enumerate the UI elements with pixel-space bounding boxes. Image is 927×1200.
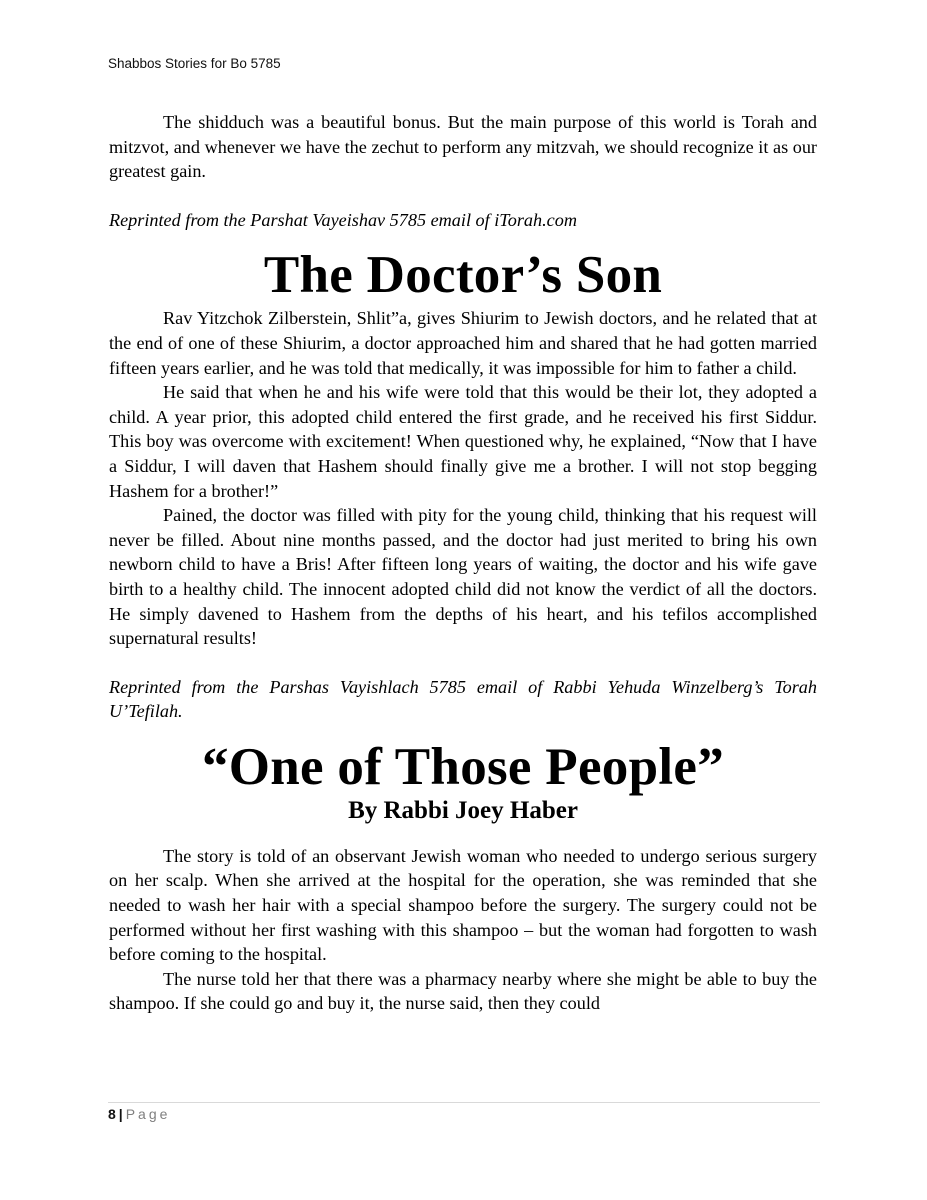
page-label: Page — [125, 1106, 171, 1122]
byline: By Rabbi Joey Haber — [348, 796, 578, 824]
running-header: Shabbos Stories for Bo 5785 — [108, 56, 281, 71]
citation: Reprinted from the Parshas Vayishlach 5785 email of Rabbi Yehuda Winzelberg’s Torah U’Tefilah. — [109, 676, 817, 722]
body-paragraph: The nurse told her that there was a pharmacy nearby where she might be able to buy the shampoo. If she could go and buy it, the nurse said, then they could — [109, 968, 817, 1014]
page-footer — [108, 1106, 170, 1122]
footer-separator: | — [118, 1106, 123, 1122]
body-paragraph: The shidduch was a beautiful bonus. But the main purpose of this world is Torah and mitzvot, and whenever we have the zechut to perform any mitzvah, we should recognize it as our greatest gain. — [109, 112, 817, 182]
page-number: 8 — [108, 1106, 116, 1122]
body-paragraph: Rav Yitzchok Zilberstein, Shlit”a, gives Shiurim to Jewish doctors, and he related that at the end of one of these Shiurim, a doctor approached him and shared that he had gotten married fifteen years earlier, and he was told that medically, it was impossible for him to father a child. — [109, 308, 817, 378]
page-body — [109, 110, 817, 1016]
footer-divider — [108, 1102, 820, 1103]
body-paragraph: Pained, the doctor was filled with pity for the young child, thinking that his request will never be filled. About nine months passed, and the doctor had just merited to bring his own newborn child to have a Bris! After fifteen long years of waiting, the doctor and his wife gave birth to a healthy child. The innocent adopted child did not know the verdict of all the doctors. He simply davened to Hashem from the depths of his heart, and his tefilos accomplished supernatural results! — [109, 505, 817, 649]
citation: Reprinted from the Parshat Vayeishav 5785 email of iTorah.com — [109, 209, 577, 230]
story-title: The Doctor’s Son — [263, 246, 663, 305]
body-paragraph: He said that when he and his wife were told that this would be their lot, they adopted a child. A year prior, this adopted child entered the first grade, and he received his first Siddur. This boy was overcome with excitement! When questioned why, he explained, “Now that I have a Siddur, I will daven that Hashem should finally give me a brother. I will not stop begging Hashem for a brother!” — [109, 382, 817, 501]
story-title: “One of Those People” — [201, 737, 725, 796]
body-paragraph: The story is told of an observant Jewish woman who needed to undergo serious surgery on her scalp. When she arrived at the hospital for the operation, she was reminded that she needed to wash her hair with a special shampoo before the surgery. The surgery could not be performed without her first washing with this shampoo – but the woman had forgotten to wash before coming to the hospital. — [109, 845, 817, 965]
